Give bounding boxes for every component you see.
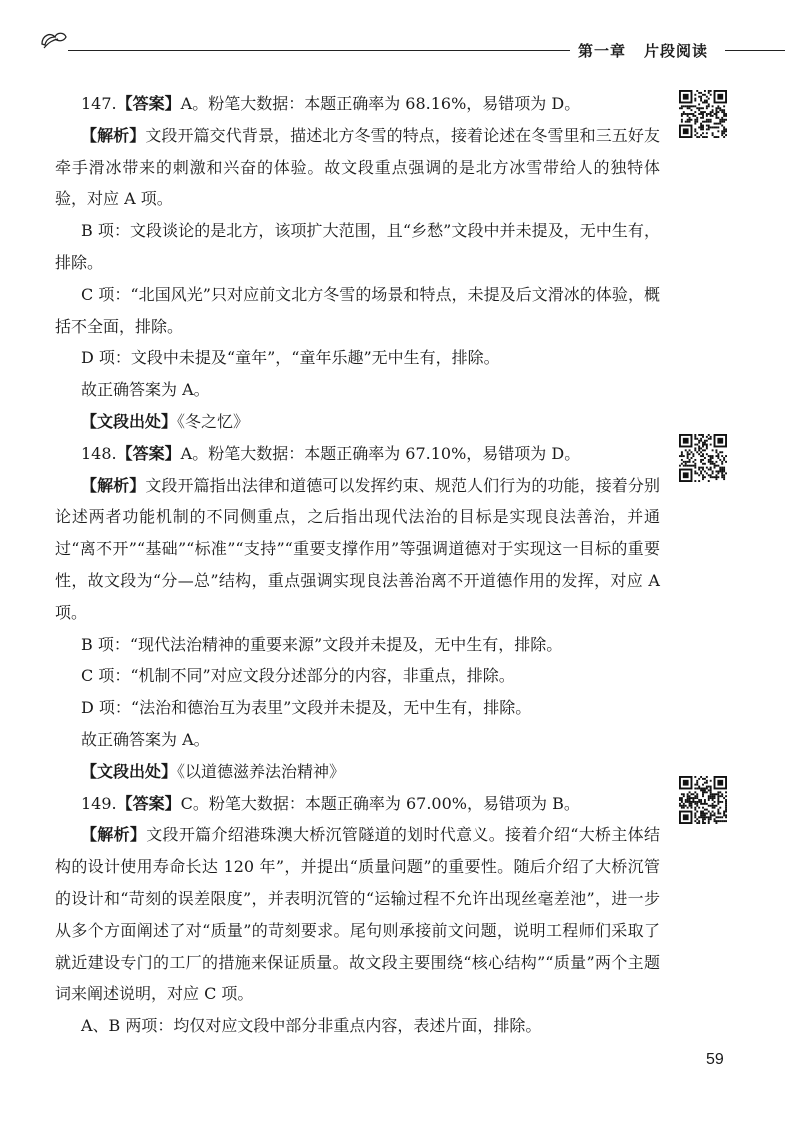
question-number: 147. [81, 94, 117, 113]
section-label: 片段阅读 [644, 42, 709, 60]
page-number: 59 [706, 1051, 724, 1068]
analysis-paragraph [55, 470, 660, 629]
source-text: 《以道德滋养法治精神》 [177, 761, 346, 781]
qr-code-icon [679, 434, 727, 482]
option-explanation: C 项：“北国风光”只对应前文北方冬雪的场景和特点，未提及后文滑冰的体验，概括不全面，排除。 [55, 284, 660, 336]
source-line [55, 406, 660, 438]
qr-code-icon [679, 90, 727, 138]
qr-code-icon [679, 776, 727, 824]
leaf-icon [40, 30, 70, 54]
analysis-paragraph [55, 819, 660, 1010]
analysis-text: 文段开篇交代背景，描述北方冬雪的特点，接着论述在冬雪里和三五好友牵手滑冰带来的刺激和兴奋的体验。故文段重点强调的是北方冰雪带给人的独特体验，对应 A 项。 [55, 125, 660, 209]
chapter-heading [578, 40, 726, 61]
option-explanation: D 项：文段中未提及“童年”，“童年乐趣”无中生有，排除。 [81, 348, 500, 368]
answer-line [55, 88, 660, 120]
option-explanation: C 项：“机制不同”对应文段分述部分的内容，非重点，排除。 [81, 666, 515, 686]
answer-content [55, 88, 660, 1042]
answer-text: C。粉笔大数据：本题正确率为 67.00%，易错项为 B。 [180, 793, 580, 813]
source-text: 《冬之忆》 [177, 411, 250, 431]
answer-line [55, 438, 660, 470]
analysis-label: 【解析】 [81, 125, 146, 145]
option-explanation: B 项：文段谈论的是北方，该项扩大范围，且“乡愁”文段中并未提及，无中生有，排除。 [55, 221, 660, 272]
question-number: 149. [81, 793, 117, 813]
answer-text: A。粉笔大数据：本题正确率为 67.10%，易错项为 D。 [180, 443, 581, 463]
page-header [40, 30, 785, 60]
answer-label: 【答案】 [116, 94, 181, 113]
source-label: 【文段出处】 [81, 761, 178, 781]
header-rule-right [725, 50, 785, 51]
answer-label: 【答案】 [116, 443, 181, 463]
option-explanation: B 项：“现代法治精神的重要来源”文段并未提及，无中生有，排除。 [81, 634, 563, 654]
option-explanation: A、B 两项：均仅对应文段中部分非重点内容，表述片面，排除。 [81, 1016, 542, 1036]
header-rule-left [68, 50, 570, 51]
analysis-label: 【解析】 [81, 475, 146, 495]
option-explanation: D 项：“法治和德治互为表里”文段并未提及，无中生有，排除。 [81, 698, 532, 718]
analysis-text: 文段开篇指出法律和道德可以发挥约束、规范人们行为的功能，接着分别论述两者功能机制的不同侧重点，之后指出现代法治的目标是实现良法善治，并通过“离不开”“基础”“标准”“支持”“重要支撑作用”等强调道德对于实现这一目标的重要性，故文段为“分—总”结构，重点强调实现良法善治离不开道德作用的发挥，对应 A 项。 [55, 475, 660, 622]
analysis-label: 【解析】 [81, 825, 147, 845]
analysis-paragraph [55, 120, 660, 215]
chapter-label: 第一章 [578, 42, 627, 60]
answer-line [55, 788, 660, 820]
source-label: 【文段出处】 [81, 411, 178, 431]
source-line [55, 756, 660, 788]
answer-label: 【答案】 [116, 793, 181, 813]
answer-text: A。粉笔大数据：本题正确率为 68.16%，易错项为 D。 [180, 94, 581, 113]
question-number: 148. [81, 443, 117, 463]
conclusion: 故正确答案为 A。 [81, 729, 210, 749]
analysis-text: 文段开篇介绍港珠澳大桥沉管隧道的划时代意义。接着介绍“大桥主体结构的设计使用寿命长达 120 年”，并提出“质量问题”的重要性。随后介绍了大桥沉管的设计和“苛刻的误差限度”，并表明沉管的“运输过程不允许出现丝毫差池”，进一步从多个方面阐述了对“质量”的苛刻要求。尾句则承接前文问题，说明工程师们采取了就近建设专门的工厂的措施来保证质量。故文段主要围绕“核心结构”“质量”两个主题词来阐述说明，对应 C 项。 [55, 825, 660, 1004]
conclusion: 故正确答案为 A。 [81, 380, 210, 400]
